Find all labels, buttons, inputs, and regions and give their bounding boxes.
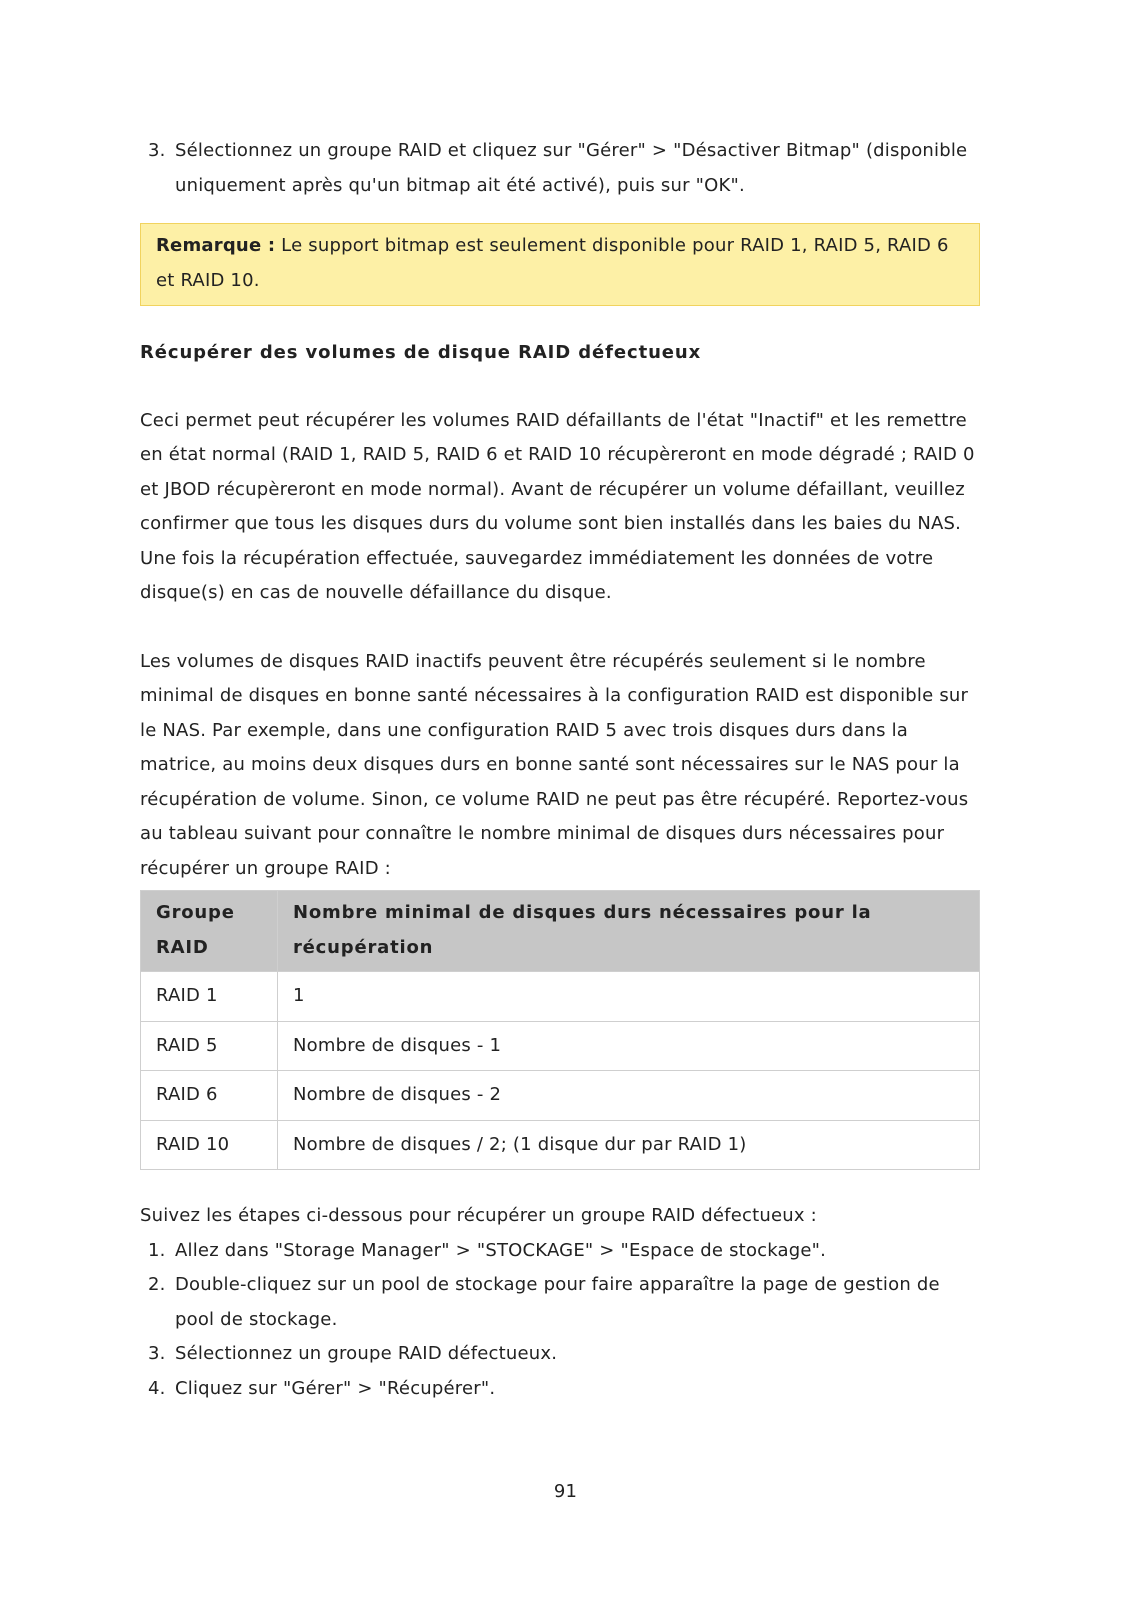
table-cell: RAID 5 bbox=[141, 1021, 278, 1071]
table-header-cell: Nombre minimal de disques durs nécessaires pour la récupération bbox=[278, 891, 980, 972]
page-number: 91 bbox=[553, 1481, 578, 1502]
paragraph-requirements: Les volumes de disques RAID inactifs peuvent être récupérés seulement si le nombre minimal de disques en bonne santé nécessaires à la configuration RAID est disponible sur le NAS. Par exemple, dans une configuration RAID 5 avec trois disques durs dans la matrice, au moins deux disques durs en bonne santé sont nécessaires sur le NAS pour la récupération de volume. Sinon, ce volume RAID ne peut pas être récupéré. Reportez-vous au tableau suivant pour connaître le nombre minimal de disques durs nécessaires pour récupérer un groupe RAID : bbox=[140, 650, 969, 879]
note-box bbox=[140, 223, 980, 306]
table-cell: RAID 1 bbox=[141, 972, 278, 1022]
step-text: Double-cliquez sur un pool de stockage pour faire apparaître la page de gestion de pool de stockage. bbox=[175, 1274, 940, 1330]
table-header-row bbox=[141, 891, 980, 972]
note-label: Remarque : bbox=[156, 235, 276, 256]
table-cell: 1 bbox=[278, 972, 980, 1022]
note-text: Le support bitmap est seulement disponible pour RAID 1, RAID 5, RAID 6 et RAID 10. bbox=[156, 235, 949, 291]
list-item bbox=[140, 1234, 980, 1269]
section-title: Récupérer des volumes de disque RAID défectueux bbox=[140, 342, 702, 363]
table-header-cell: Groupe RAID bbox=[141, 891, 278, 972]
steps-intro: Suivez les étapes ci-dessous pour récupérer un groupe RAID défectueux : bbox=[140, 1205, 817, 1226]
list-item bbox=[140, 1337, 980, 1372]
table-row bbox=[141, 1071, 980, 1121]
table-cell: RAID 6 bbox=[141, 1071, 278, 1121]
step-text: Sélectionnez un groupe RAID défectueux. bbox=[175, 1343, 558, 1364]
table-cell: Nombre de disques / 2; (1 disque dur par RAID 1) bbox=[278, 1120, 980, 1170]
step-number: 4. bbox=[148, 1377, 166, 1399]
table-cell: Nombre de disques - 2 bbox=[278, 1071, 980, 1121]
list-item bbox=[140, 134, 980, 203]
step-number: 1. bbox=[148, 1239, 166, 1261]
step-text: Allez dans "Storage Manager" > "STOCKAGE" > "Espace de stockage". bbox=[175, 1239, 827, 1261]
step-number: 3. bbox=[148, 1343, 166, 1364]
table-row bbox=[141, 1120, 980, 1170]
list-item bbox=[140, 1268, 980, 1337]
step-number: 2. bbox=[148, 1274, 166, 1295]
step-number: 3. bbox=[148, 140, 166, 161]
table-row bbox=[141, 972, 980, 1022]
table-row bbox=[141, 1021, 980, 1071]
page-content bbox=[140, 134, 980, 1406]
table-cell: Nombre de disques - 1 bbox=[278, 1021, 980, 1071]
raid-recovery-table bbox=[140, 890, 980, 1170]
recovery-step-list bbox=[140, 1234, 980, 1407]
top-step-list bbox=[140, 134, 980, 203]
step-text: Cliquez sur "Gérer" > "Récupérer". bbox=[175, 1377, 496, 1399]
paragraph-intro: Ceci permet peut récupérer les volumes RAID défaillants de l'état "Inactif" et les remettre en état normal (RAID 1, RAID 5, RAID 6 et RAID 10 récupèreront en mode dégradé ; RAID 0 et JBOD récupèreront en mode normal). Avant de récupérer un volume défaillant, veuillez confirmer que tous les disques durs du volume sont bien installés dans les baies du NAS. Une fois la récupération effectuée, sauvegardez immédiatement les données de votre disque(s) en cas de nouvelle défaillance du disque. bbox=[140, 409, 975, 603]
step-text: Sélectionnez un groupe RAID et cliquez sur "Gérer" > "Désactiver Bitmap" (disponible uniquement après qu'un bitmap ait été activé), puis sur "OK". bbox=[175, 140, 968, 196]
list-item bbox=[140, 1372, 980, 1407]
table-cell: RAID 10 bbox=[141, 1120, 278, 1170]
